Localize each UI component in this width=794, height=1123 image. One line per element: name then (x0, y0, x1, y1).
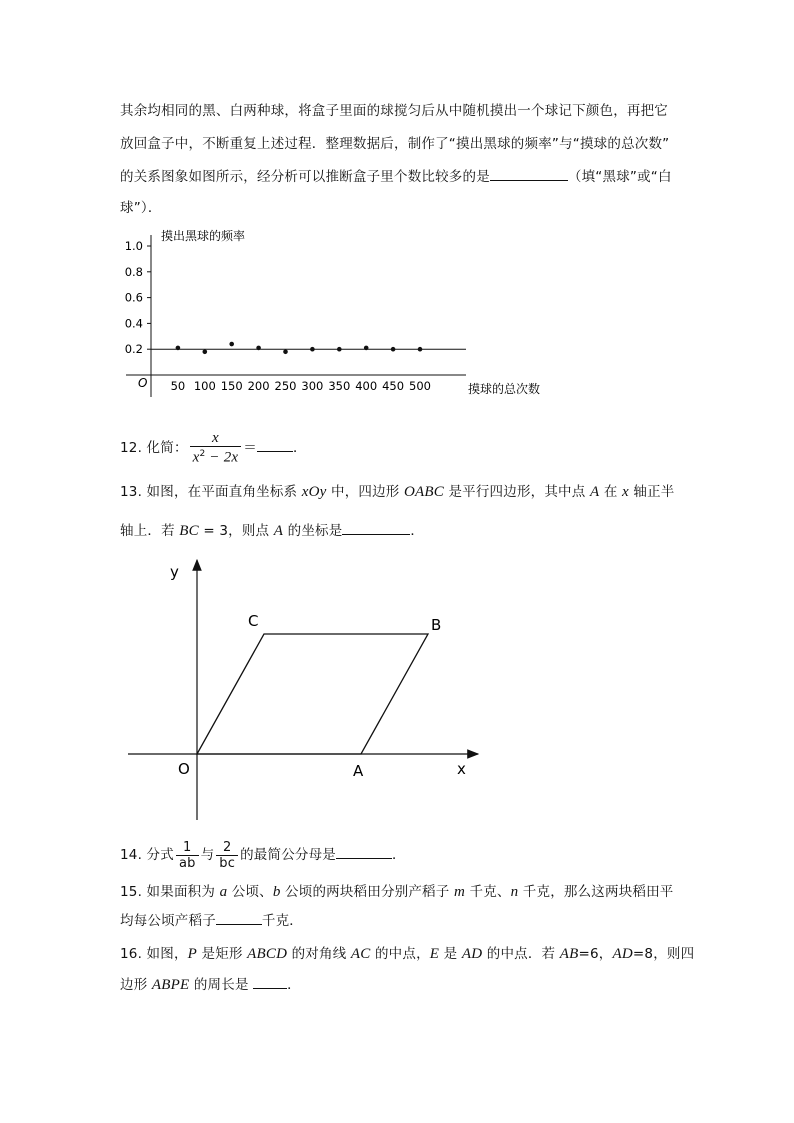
q12-den-rest: − 2x (205, 449, 239, 466)
q13-text: 在 (599, 484, 623, 500)
chart-point (229, 342, 234, 347)
q15-line-2 (120, 910, 303, 931)
q16-var: AC (350, 946, 371, 962)
chart-point (176, 346, 181, 351)
q15-text: 15. 如果面积为 (120, 884, 220, 900)
q16-text: =8，则四 (632, 946, 695, 962)
chart-x-tick-label: 300 (301, 379, 324, 393)
q13-text: 轴正半 (628, 484, 675, 500)
chart-x-tick-label: 100 (193, 379, 216, 393)
chart-x-axis-label: 摸球的总次数 (468, 382, 541, 396)
chart-x-tick-label: 350 (328, 379, 351, 393)
q11-line-4: 球”）． (120, 200, 162, 216)
chart-y-tick-label: 0.4 (124, 316, 143, 331)
q14-text: 的最简公分母是 (240, 847, 337, 863)
answer-blank[interactable] (253, 974, 287, 989)
q16-text: =6， (578, 946, 613, 962)
point-o-label: O (178, 760, 190, 778)
chart-x-tick-label: 200 (247, 379, 270, 393)
q14-text: ． (392, 847, 406, 863)
answer-blank[interactable] (336, 844, 392, 859)
q16-var: P (187, 946, 198, 962)
q13-var: x (622, 484, 629, 500)
x-axis-label: x (457, 760, 466, 778)
q13-var: A (589, 484, 600, 500)
chart-origin-label: O (138, 376, 148, 390)
q16-var: AB (559, 946, 579, 962)
q13-text: 13. 如图，在平面直角坐标系 (120, 484, 302, 500)
q15-text: 公顷、 (227, 884, 273, 900)
q15-text: 均每公顷产稻子 (120, 913, 216, 929)
q12-line (120, 430, 307, 466)
chart-y-tick-label: 0.2 (124, 342, 143, 357)
chart-y-tick-label: 0.8 (124, 264, 143, 279)
chart-x-tick-label: 150 (220, 379, 243, 393)
q16-text: 的周长是 (189, 977, 254, 993)
chart-point (256, 346, 261, 351)
chart-point (418, 347, 423, 352)
answer-blank[interactable] (342, 520, 410, 535)
q13-text: ． (410, 523, 425, 539)
q16-text: 是 (439, 946, 462, 962)
q16-text: ． (287, 977, 301, 993)
chart-y-tick-label: 0.6 (124, 290, 143, 305)
q14-text: 与 (200, 847, 215, 863)
chart-y-axis-label: 摸出黑球的频率 (161, 229, 246, 243)
q12-numerator: x (212, 429, 219, 446)
q16-var: AD (461, 946, 483, 962)
chart-point (203, 349, 208, 354)
q16-line-1 (120, 944, 694, 964)
q13-var: xOy (301, 484, 327, 500)
chart-y-tick-label: 1.0 (124, 239, 143, 253)
q16-line-2 (120, 974, 301, 995)
q14-f1-numerator: 1 (183, 839, 192, 855)
q11-line-1: 其余均相同的黑、白两种球，将盒子里面的球搅匀后从中随机摸出一个球记下颜色，再把它 (120, 103, 668, 119)
q12-prefix: 12. 化简： (120, 440, 188, 456)
q14-fraction-2 (216, 840, 238, 871)
point-b-label: B (431, 616, 442, 634)
q12-denominator (190, 446, 242, 465)
q13-text: 的坐标是 (283, 523, 343, 539)
q16-text: 的中点．若 (482, 946, 560, 962)
chart-point (283, 349, 288, 354)
q13-text: 是平行四边形，其中点 (443, 484, 590, 500)
point-a-label: A (353, 762, 364, 780)
q14-fraction-1 (176, 840, 199, 871)
q15-text: 公顷的两块稻田分别产稻子 (280, 884, 454, 900)
q16-text: 的对角线 (287, 946, 351, 962)
q11-line-3 (120, 166, 672, 187)
chart-point (364, 346, 369, 351)
q12-fraction (190, 431, 242, 465)
chart-point (310, 347, 315, 352)
parallelogram-figure (120, 555, 490, 825)
q15-line-1 (120, 882, 674, 902)
q16-text: 是矩形 (197, 946, 248, 962)
q12-den-exp: 2 (199, 448, 206, 459)
answer-blank[interactable] (216, 910, 262, 925)
q11-line-2: 放回盒子中，不断重复上述过程．整理数据后，制作了“摸出黑球的频率”与“摸球的总次数” (120, 136, 670, 152)
q14-line (120, 835, 406, 875)
chart-point (337, 347, 342, 352)
chart-x-tick-label: 250 (274, 379, 297, 393)
q16-var: ABCD (247, 946, 288, 962)
q13-line-1 (120, 482, 674, 502)
q15-var: a (219, 884, 228, 900)
y-axis-label: y (170, 563, 179, 581)
q15-text: 千克、 (465, 884, 511, 900)
chart-x-tick-label: 450 (382, 379, 405, 393)
q13-line-2 (120, 520, 424, 541)
q12-den-x: x (192, 449, 200, 466)
q15-text: 千克，那么这两块稻田平 (518, 884, 674, 900)
q16-text: 边形 (120, 977, 152, 993)
q14-f2-denominator: bc (216, 855, 238, 871)
answer-blank[interactable] (490, 166, 568, 181)
q11-text: 的关系图象如图所示，经分析可以推断盒子里个数比较多的是 (120, 169, 490, 185)
answer-blank[interactable] (257, 437, 293, 452)
q16-var: E (429, 946, 440, 962)
q14-text: 14. 分式 (120, 847, 174, 863)
q16-text: 16. 如图， (120, 946, 188, 962)
q13-text: = 3，则点 (198, 523, 274, 539)
q11-text: （填“黑球”或“白 (567, 169, 672, 185)
q14-f2-numerator: 2 (222, 839, 232, 855)
q13-text: 中，四边形 (326, 484, 404, 500)
chart-x-tick-label: 500 (409, 379, 431, 393)
q13-var: OABC (404, 484, 444, 500)
q13-text: 轴上．若 (120, 523, 180, 539)
q14-f1-denominator: ab (176, 855, 199, 871)
chart-x-tick-label: 400 (355, 379, 378, 393)
q16-var: ABPE (151, 977, 190, 993)
q15-text: 千克． (261, 913, 304, 929)
q12-equals: ＝ (243, 440, 257, 456)
chart-x-tick-label: 50 (170, 379, 186, 393)
q13-var: A (273, 523, 284, 539)
parallelogram-oabc (197, 634, 428, 754)
q16-text: 的中点， (370, 946, 430, 962)
q16-var: AD (612, 946, 633, 962)
chart-point (391, 347, 396, 352)
q13-var: BC (179, 523, 199, 539)
q15-var: n (510, 884, 519, 900)
q12-suffix: ． (292, 440, 307, 456)
frequency-scatter-chart (120, 225, 560, 405)
q15-var: m (453, 884, 465, 900)
q15-var: b (272, 884, 281, 900)
point-c-label: C (248, 612, 259, 630)
